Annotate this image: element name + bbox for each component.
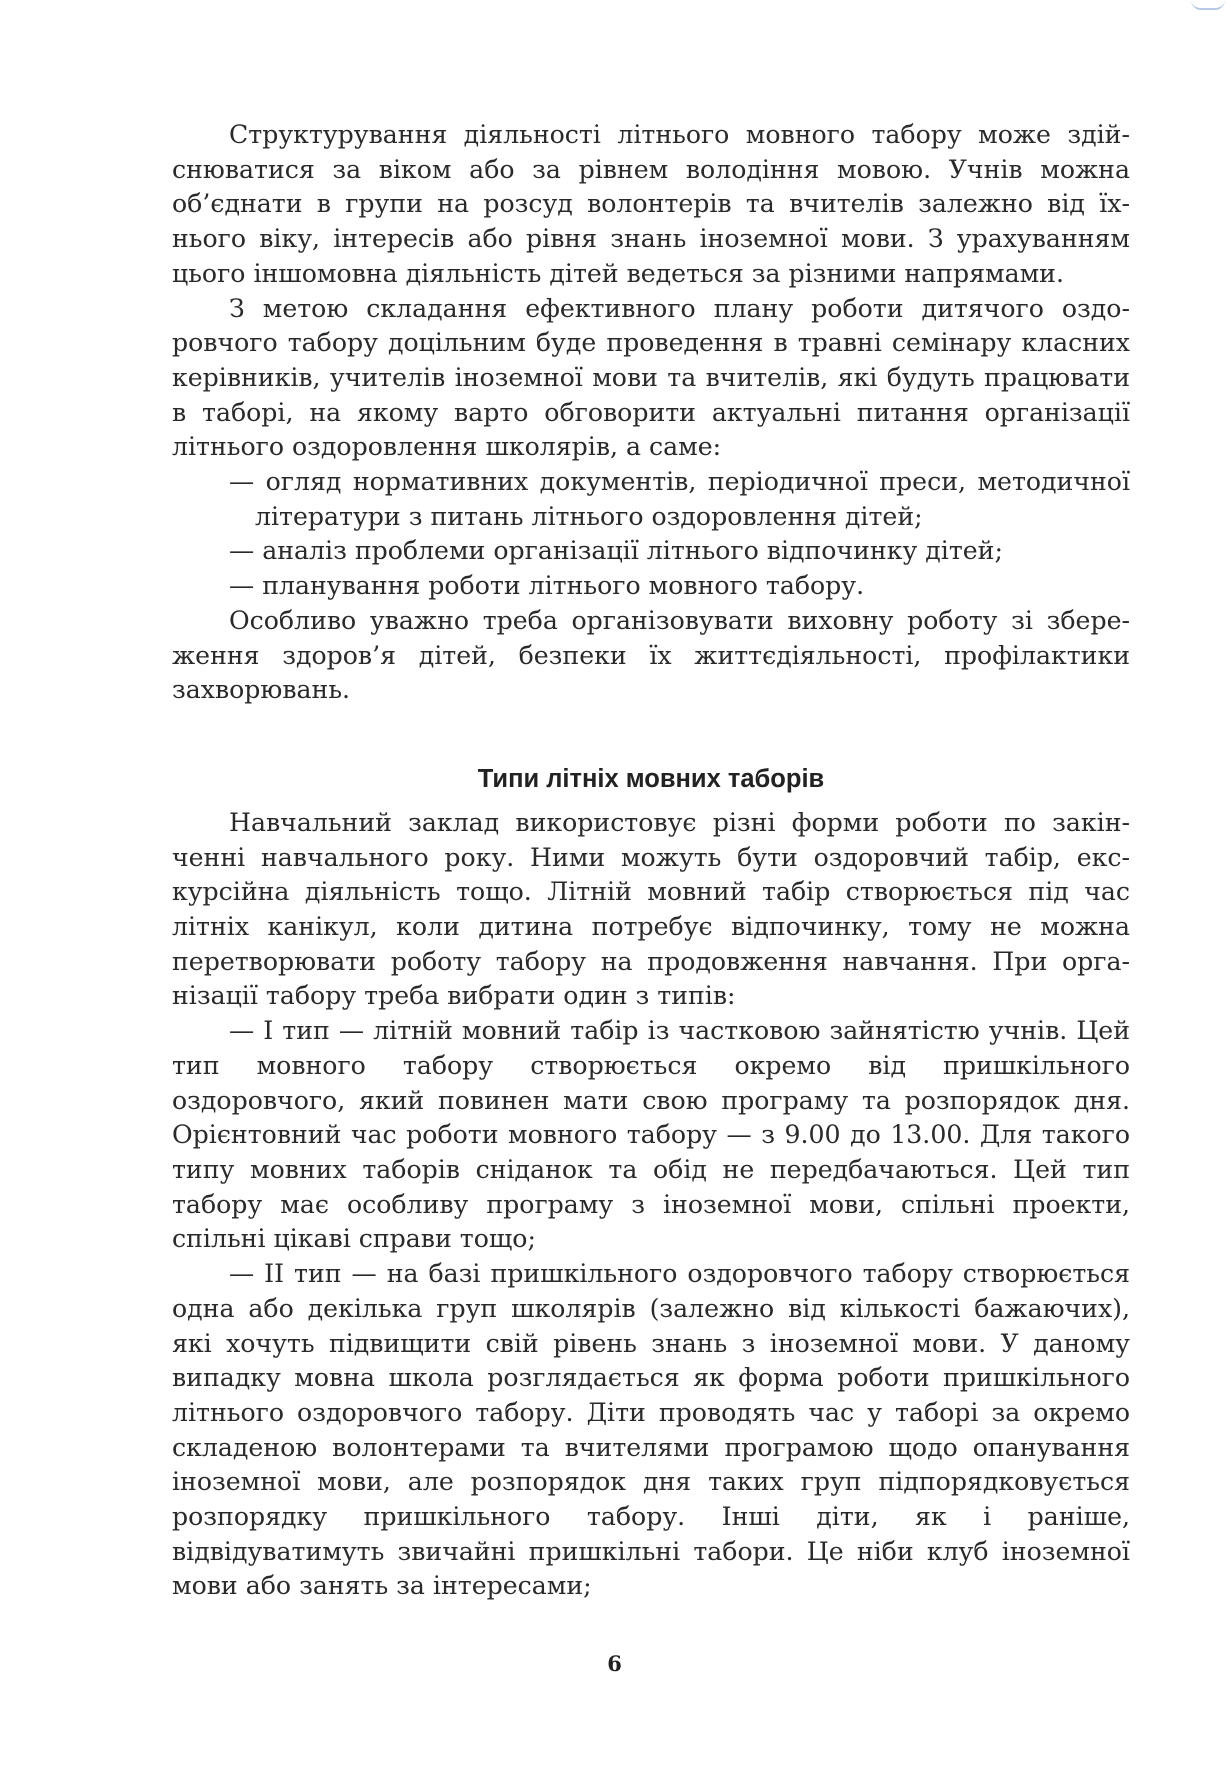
paragraph: З метою складання ефективного плану роботи дитячого оздоровчого табору доцільним буде проведення в травні семінару класних керівників, учителів іноземної мови та вчителів, які будуть працювати в таборі, на якому варто обговорити актуальні питання організації літнього оздоровлення школярів, а саме: (172, 293, 1130, 462)
paragraph: — II тип — на базі пришкільного оздоровчого табору створюється одна або декілька груп школярів (залежно від кількості бажаючих), які хочуть підвищити свій рівень знань з іноземної мови. У даному випадку мовна школа розглядається як форма роботи пришкільного літнього оздоровчого табору. Діти проводять час у таборі за окремо складеною волонтерами та вчителями програмою щодо опанування іноземної мови, але розпорядок дня таких груп підпорядковується розпорядку пришкільного табору. Інші діти, як і раніше, відвідуватимуть звичайні пришкільні табори. Це ніби клуб іноземної мови або занять за інтересами; (172, 1259, 1130, 1601)
paragraph: — I тип — літній мовний табір із частковою зайнятістю учнів. Цей тип мовного табору створюється окремо від пришкільного оздоровчого, який повинен мати свою програму та розпорядок дня. Орієнтовний час роботи мовного табору — з 9.00 до 13.00. Для такого типу мовних таборів сніданок та обід не передбачаються. Цей тип табору має особливу програму з іноземної мови, спільні проекти, спільні цікаві справи тощо; (172, 1016, 1130, 1254)
corner-mark (1191, 0, 1225, 10)
list-item: — планування роботи літнього мовного табору. (229, 571, 865, 601)
paragraph: Навчальний заклад використовує різні форми роботи по закінченні навчального року. Ними можуть бути оздоровчий табір, екскурсійна діяльність тощо. Літній мовний табір створюється під час літніх канікул, коли дитина потребує відпочинку, тому не можна перетворювати роботу табору на продовження навчання. При організації табору треба вибрати один з типів: (172, 807, 1130, 1011)
page-number: 6 (607, 1651, 622, 1676)
list-item: — огляд нормативних документів, періодичної преси, методичної літератури з питань літнього оздоровлення дітей; (229, 467, 1130, 531)
section-heading: Типи літніх мовних таборів (477, 764, 825, 793)
page-body (172, 118, 1130, 1604)
paragraph: Структурування діяльності літнього мовного табору може здійснюватися за віком або за рівнем володіння мовою. Учнів можна об’єднати в групи на розсуд волонтерів та вчителів залежно від їхнього віку, інтересів або рівня знань іноземної мови. З урахуванням цього іншомовна діяльність дітей ведеться за різними напрямами. (172, 120, 1130, 288)
topic-list (172, 465, 1130, 604)
list-item: — аналіз проблеми організації літнього відпочинку дітей; (229, 536, 1003, 566)
paragraph: Особливо уважно треба організовувати виховну роботу зі збереження здоров’я дітей, безпеки їх життєдіяльності, профілактики захворювань. (172, 605, 1130, 705)
